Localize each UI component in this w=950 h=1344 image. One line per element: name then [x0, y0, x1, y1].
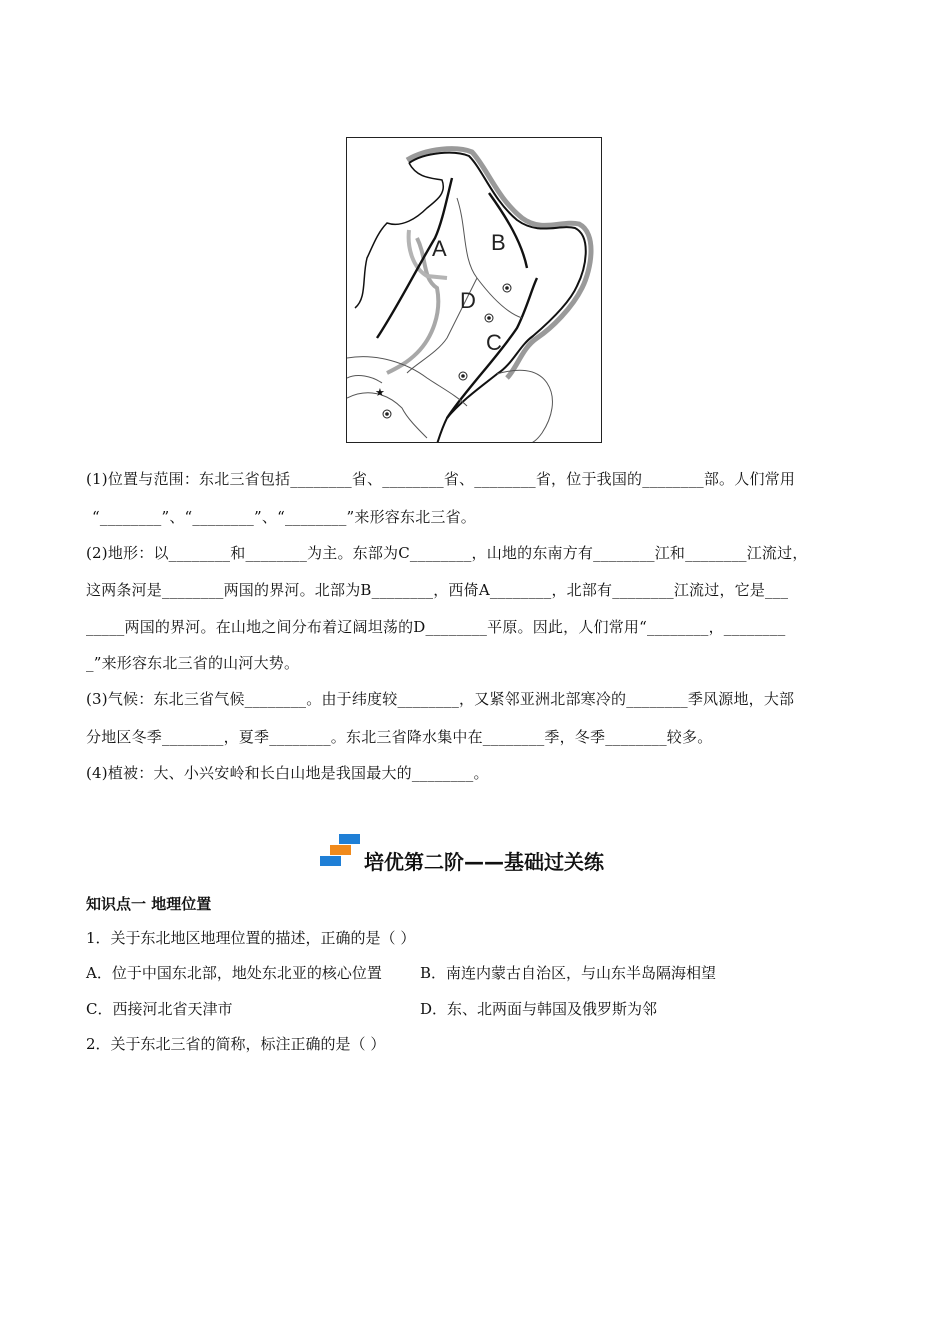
fill-in-line-8: 分地区冬季________，夏季________。东北三省降水集中在________季，冬季________较多。 [86, 728, 713, 746]
label-c: C [486, 330, 502, 355]
question-2: 2．关于东北三省的简称，标注正确的是（ ） [86, 1035, 386, 1053]
fill-in-line-3: (2)地形：以________和________为主。东部为C________，山地的东南方有________江和________江流过， [86, 544, 808, 562]
label-b: B [491, 230, 506, 255]
fill-in-line-9: (4)植被：大、小兴安岭和长白山地是我国最大的________。 [86, 764, 489, 782]
map-svg [347, 138, 602, 443]
coast-lines [347, 376, 427, 438]
fill-in-line-6: _”来形容东北三省的山河大势。 [86, 654, 300, 672]
northeast-china-map [346, 137, 602, 443]
label-d: D [460, 288, 476, 313]
section-header-icon [320, 834, 362, 868]
question-1-option-b[interactable]: B．南连内蒙古自治区，与山东半岛隔海相望 [420, 964, 717, 982]
fill-in-line-1: (1)位置与范围：东北三省包括________省、________省、________省，位于我国的________部。人们常用 [86, 470, 796, 488]
question-1-option-d[interactable]: D．东、北两面与韩国及俄罗斯为邻 [420, 1000, 658, 1018]
region-outline [409, 153, 586, 443]
fill-in-line-2: “________”、“________”、“________”来形容东北三省。 [92, 508, 477, 526]
capital-star: ★ [375, 386, 385, 399]
fill-in-line-4: 这两条河是________两国的界河。北部为B________，西倚A________，北部有________江流过，它是___ [86, 581, 789, 599]
label-a: A [432, 236, 447, 261]
question-1-option-a[interactable]: A．位于中国东北部，地处东北亚的核心位置 [86, 964, 382, 982]
knowledge-point-heading: 知识点一 地理位置 [86, 895, 212, 913]
fill-in-line-5: _____两国的界河。在山地之间分布着辽阔坦荡的D________平原。因此，人们常用“________，________ [86, 618, 786, 636]
question-1-option-c[interactable]: C．西接河北省天津市 [86, 1000, 233, 1018]
section-title: 培优第二阶——基础过关练 [364, 850, 604, 874]
question-1: 1．关于东北地区地理位置的描述，正确的是（ ） [86, 929, 416, 947]
korea-outline [497, 370, 552, 443]
fill-in-line-7: (3)气候：东北三省气候________。由于纬度较________，又紧邻亚洲北部寒冷的________季风源地，大部 [86, 690, 795, 708]
west-outline [355, 163, 443, 308]
